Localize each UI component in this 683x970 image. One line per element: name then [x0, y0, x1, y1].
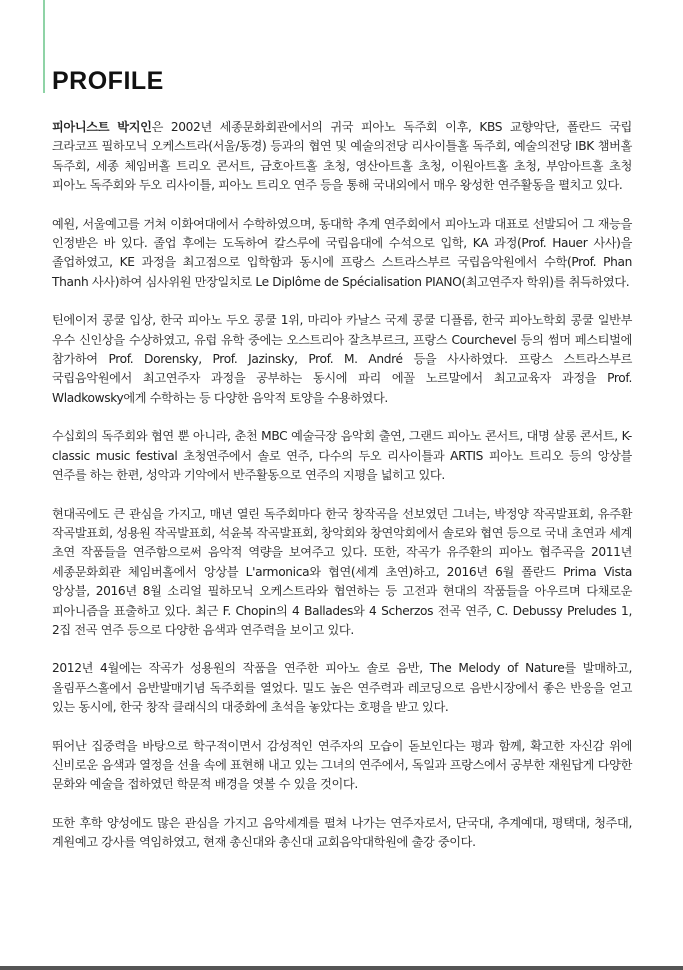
accent-line — [43, 0, 45, 93]
paragraph-contemporary: 현대곡에도 큰 관심을 가지고, 매년 열린 독주회마다 한국 창작곡을 선보였던 그녀는, 박정양 작곡발표회, 유주환 작곡발표회, 성용원 작곡발표회, 석윤복 작곡발표회, 창악회와 창연악회에서 솔로와 협연 등으로 국내 초연과 세계 초연 작품들을 연주함으로써 음악적 역량을 보여주고 있다. 또한, 작곡가 유주환의 피아노 협주곡을 2011년 세종문화회관 체임버홀에서 앙상블 L'armonica와 협연(세계 초연)하고, 2016년 6월 폴란드 Prima Vista 앙상블, 2016년 8월 소리얼 필하모닉 오케스트라와 협연하는 등 고전과 현대의 작품들을 아우르며 다채로운 피아니즘을 표출하고 있다. 최근 F. Chopin의 4 Ballades와 4 Scherzos 전곡 연주, C. Debussy Preludes 1, 2집 전곡 연주 등으로 다양한 음색과 연주력을 보이고 있다. — [52, 506, 632, 637]
paragraph-review: 뛰어난 집중력을 바탕으로 학구적이면서 감성적인 연주자의 모습이 돋보인다는 평과 함께, 확고한 자신감 위에 신비로운 음색과 열정을 선율 속에 표현해 내고 있는 그녀의 연주에서, 독일과 프랑스에서 공부한 재원답게 다양한 문화와 예술을 접하였던 학문적 배경을 엿볼 수 있을 것이다. — [52, 738, 632, 792]
profile-body — [52, 118, 632, 872]
paragraph-text: 은 2002년 세종문화회관에서의 귀국 피아노 독주회 이후, KBS 교향악단, 폴란드 국립 크라코프 필하모닉 오케스트라(서울/동경) 등과의 협연 및 예술의전당 리사이틀홀 독주회, 예술의전당 IBK 챔버홀 독주회, 세종 체임버홀 트리오 콘서트, 금호아트홀 초청, 영산아트홀 초청, 이원아트홀 초청, 부암아트홀 초청 피아노 독주회와 두오 리사이틀, 피아노 트리오 연주 등을 통해 국내외에서 매우 왕성한 연주활동을 펼치고 있다. — [52, 120, 632, 193]
paragraph-teaching: 또한 후학 양성에도 많은 관심을 가지고 음악세계를 펼쳐 나가는 연주자로서, 단국대, 추계예대, 평택대, 청주대, 계원예고 강사를 역임하였고, 현재 총신대와 총신대 교회음악대학원에 출강 중이다. — [52, 815, 632, 850]
pianist-name: 피아니스트 박지인 — [52, 120, 152, 134]
paragraph-album: 2012년 4월에는 작곡가 성용원의 작품을 연주한 피아노 솔로 음반, The Melody of Nature를 발매하고, 올림푸스홀에서 음반발매기념 독주회를 열었다. 밀도 높은 연주력과 레코딩으로 음반시장에서 좋은 반응을 얻고 있는 동시에, 한국 창작 클래식의 대중화에 초석을 놓았다는 호평을 받고 있다. — [52, 661, 632, 715]
paragraph-performances: 수십회의 독주회와 협연 뿐 아니라, 춘천 MBC 예술극장 음악회 출연, 그랜드 피아노 콘서트, 대명 살롱 콘서트, K-classic music festival 초청연주에서 솔로 연주, 다수의 두오 리사이틀과 ARTIS 피아노 트리오 등의 앙상블 연주를 하는 한편, 성악과 기악에서 반주활동으로 연주의 지평을 넓히고 있다. — [52, 429, 632, 483]
paragraph-education: 예원, 서울예고를 거쳐 이화여대에서 수학하였으며, 동대학 추계 연주회에서 피아노과 대표로 선발되어 그 재능을 인정받은 바 있다. 졸업 후에는 도독하여 칼스루에 국립음대에 수석으로 입학, KA 과정(Prof. Hauer 사사)을 졸업하였고, KE 과정을 최고점으로 입학함과 동시에 프랑스 스트라스부르 국립음악원에서 수학(Prof. Phan Thanh 사사)하여 심사위원 만장일치로 Le Diplôme de Spécialisation PIANO(최고연주자 학위)를 취득하였다. — [52, 216, 632, 289]
paragraph-career — [52, 118, 632, 196]
paragraph-awards: 틴에이저 콩쿨 입상, 한국 피아노 두오 콩쿨 1위, 마리아 카날스 국제 콩쿨 디플롬, 한국 피아노학회 콩쿨 일반부 우수 신인상을 수상하였고, 유럽 유학 중에는 오스트리아 잘츠부르크, 프랑스 Courchevel 등의 썸머 페스티벌에 참가하여 Prof. Dorensky, Prof. Jazinsky, Prof. M. André 등을 사사하였다. 프랑스 스트라스부르 국립음악원에서 최고연주자 과정을 공부하는 동시에 파리 에꼴 노르말에서 최고교육자 과정을 Prof. Wladkowsky에게 수학하는 등 다양한 음악적 토양을 수용하였다. — [52, 313, 632, 405]
bottom-bar — [0, 966, 683, 970]
page-title: PROFILE — [52, 67, 164, 95]
